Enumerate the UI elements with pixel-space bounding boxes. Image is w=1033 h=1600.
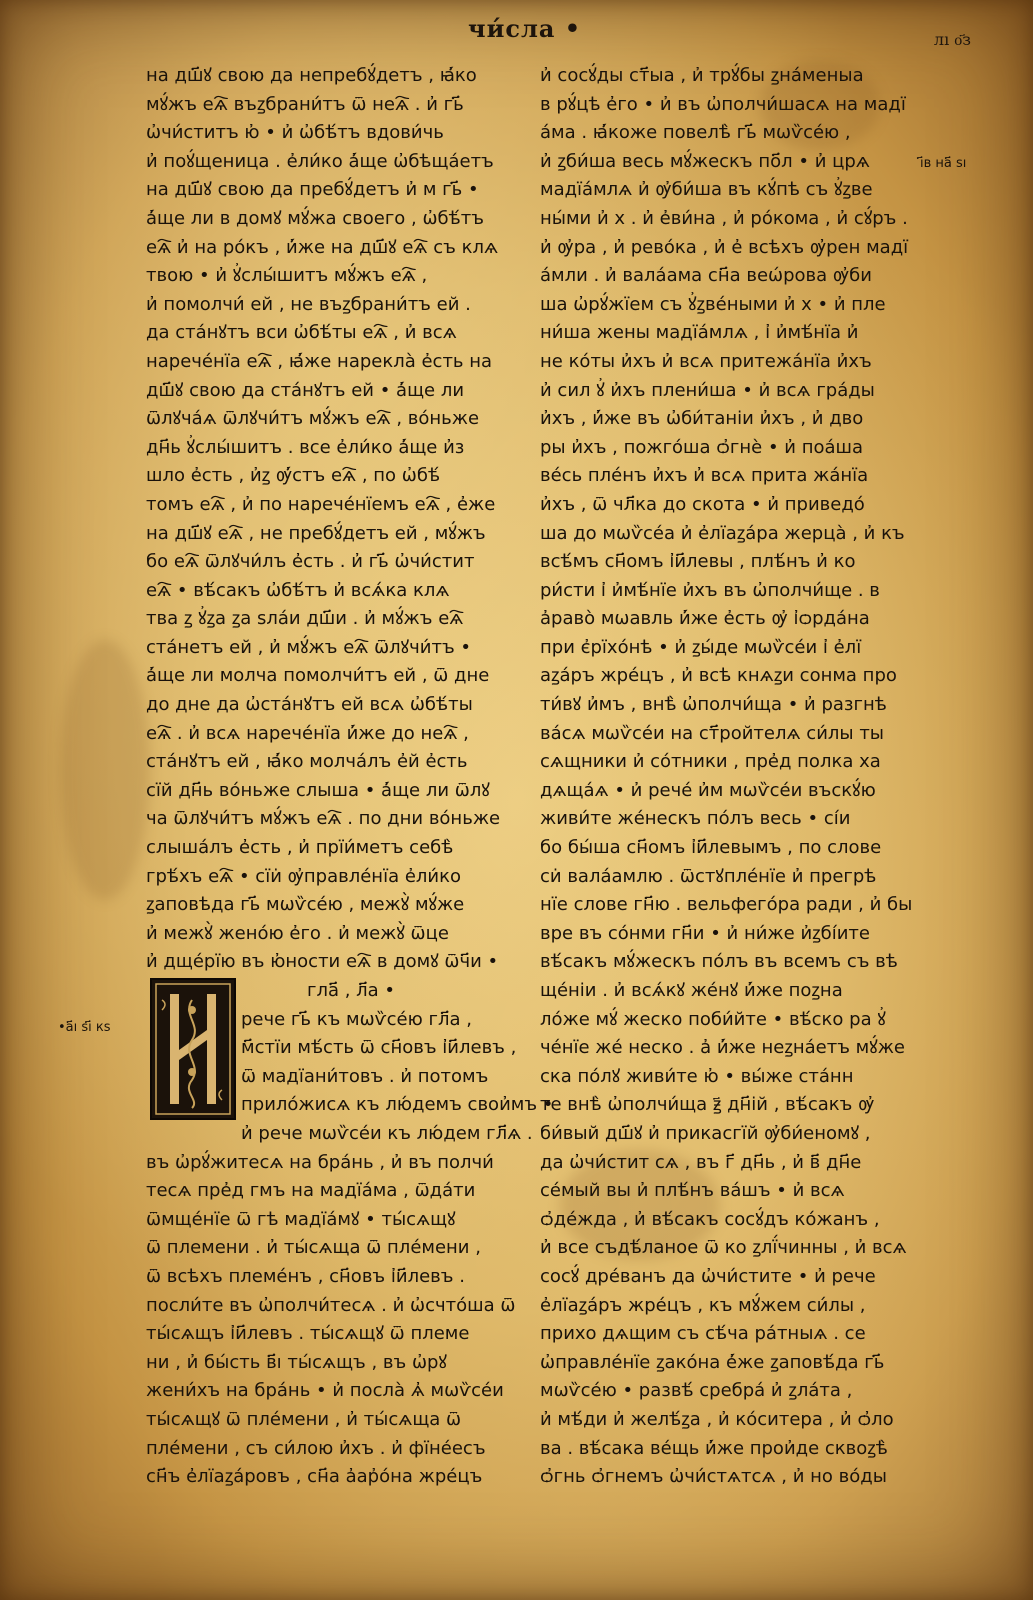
text-line: и҆ ꙁби́ша весь мꙋ́жескъ по҃л • и҆ црѧ — [540, 150, 870, 172]
text-line: ни , и҆ бы́сть в҃ı ты́сѧщъ , въ ѡ҆рꙋ — [146, 1351, 447, 1373]
text-line: че́нїе же́ неско . а҆ и҆́же неꙁна́етъ мꙋ́же — [540, 1037, 905, 1059]
text-line: ло́же мꙋ́ жеско поби́йте • вѣ́ско ра ꙋ҆ — [540, 1008, 886, 1030]
text-line: сосꙋ́ дре́ванъ да ѡ҆чи́стите • и҆ рече — [540, 1265, 876, 1287]
text-line: да ста́нꙋтъ вси ѡ҆бѣ́ты еѧ҇ , и҆ всѧ — [146, 322, 457, 344]
text-line: ты́сѧщꙋ ѿ пле́мени , и҆ ты́сѧща ѿ — [146, 1408, 462, 1430]
text-line: ѻ҆де́жда , и҆ вѣ́сакъ сосꙋ́дъ ко́жанъ , — [540, 1208, 880, 1230]
text-line: ска по́лꙋ живи́те ю҆ • вы́же ста́нн — [540, 1065, 854, 1087]
text-line: те внѣ̀ ѡ҆полчи́ща ꙃ҃ дн҃ій , вѣ́сакъ ѹ҆ — [540, 1094, 875, 1116]
text-line: ѻ҆гнь ѻ҆гнемъ ѡ҆чи́стѧтсѧ , и҆ но во́ды — [540, 1466, 887, 1488]
text-line: ша до мѡѷсе́а и҆ е҆лїаꙁа́ра жерца̀ , и҆ къ — [540, 522, 905, 544]
text-line: и҆ дще́рїю въ ю҆ности еѧ҇ в домꙋ ѿч҃и • — [146, 951, 499, 973]
text-line: пле́мени , съ си́лою и҆хъ . и҆ фїне́есъ — [146, 1437, 486, 1459]
right-column — [540, 62, 925, 1492]
text-line: а́мли . и҆ вала́ама сн҃а веѡ́рова ѹ҆би — [540, 265, 872, 287]
text-line: не ко́ты и҆хъ и҆ всѧ притежа́нїа и҆хъ — [540, 350, 872, 372]
margin-note-left: •а҃ı ѕı҃ кѕ — [58, 1020, 111, 1035]
initial-ornament-icon — [152, 980, 234, 1118]
text-line: еѧ҇ и҆ на ро́къ , и҆́же на дш҃ꙋ еѧ҇ съ клѧ — [146, 236, 499, 258]
decorated-initial-letter — [150, 978, 236, 1120]
paper-stain — [60, 640, 150, 900]
text-line: слыша́лъ е҆сть , и҆ прїи́метъ себѣ̀ — [146, 837, 454, 859]
text-line: и҆ сил ꙋ҆ и҆хъ плени́ша • и҆ всѧ гра́ды — [540, 379, 875, 401]
text-line: ѿ мадїани́товъ . и҆ потомъ — [241, 1065, 489, 1087]
text-line: ты́сѧщъ і҆и҃левъ . ты́сѧщꙋ ѿ племе — [146, 1323, 470, 1345]
text-line: рече гь҃ къ мѡѷсе́ю гл҃а , — [241, 1008, 472, 1030]
text-line: живи́те же́нескъ по́лъ весь • сі́и — [540, 808, 851, 830]
text-line: и҆ рече мѡѷсе́и къ лю́дем гл҃ѧ . — [241, 1122, 533, 1144]
text-line: тесѧ пре҆д гмъ на мадїа́ма , ѿда́ти — [146, 1180, 476, 1202]
text-line: нарече́нїа еѧ҇ , ꙗ҆́же нарекла̀ е҆сть на — [146, 350, 493, 372]
text-line: дѧща́ѧ • и҆ рече́ и҆м мѡѷсе́и въскꙋ́ю — [540, 779, 876, 801]
text-line: ры и҆хъ , пожго́ша ѻ҆гнѐ • и҆ поа́ша — [540, 436, 864, 458]
text-line: а҆́ще ли в домꙋ мꙋ́жа своего , ѡ҆бѣ́тъ — [146, 207, 484, 229]
text-line: мадїа́млѧ и҆ ѹ҆би́ша въ кꙋ́пѣ съ ꙋ҆ꙁве — [540, 179, 873, 201]
text-line: ни́ша жены мадїа́млѧ , і҆ и҆мѣ́нїа и҆ — [540, 322, 859, 344]
text-line: ва . вѣ́сака ве́щь и҆́же прои҆де сквоꙁѣ̀ — [540, 1437, 888, 1459]
text-line: а́ма . ꙗ҆́коже повелѣ̀ гь҃ мѡѷсе́ю , — [540, 122, 851, 144]
left-column-lines-after — [146, 1149, 526, 1492]
text-line: ны́ми и҆ х . и҆ е҆ви́на , и҆ ро́кома , и҆ сꙋ́ръ . — [540, 207, 908, 229]
text-line: ѿ всѣхъ племе́нъ , сн҃овъ і҆и҃левъ . — [146, 1265, 465, 1287]
text-line: ве́сь пле́нъ и҆хъ и҆ всѧ прита жа́нїа — [540, 465, 869, 487]
text-line: мꙋ́жъ еѧ҇ въꙁбрани́тъ ѿ неѧ҇ . и҆ гь҃ — [146, 93, 464, 115]
text-line: прихо дѧщим съ сѣ́ча ра́тныѧ . се — [540, 1323, 866, 1345]
chapter-heading: гла҃ , л҃а • — [306, 980, 396, 1001]
text-line: твою • и҆ ꙋ҆слы́шитъ мꙋ́жъ еѧ҇ , — [146, 265, 428, 287]
folio-number: лı о҃з — [933, 30, 971, 49]
text-line: ще́ніи . и҆ всѧ́кꙋ же́нꙋ и҆́же поꙁна — [540, 980, 843, 1001]
text-line: мѡѷсе́ю • развѣ́ сребра́ и҆ ꙁла́та , — [540, 1380, 853, 1402]
text-line: и҆хъ , и҆́же въ ѡ҆би́таніи и҆хъ , и҆ дво — [540, 408, 864, 430]
text-line: ста́нꙋтъ ей , ꙗ҆́ко молча́лъ е҆й е҆сть — [146, 751, 468, 773]
text-line: сїй дн҃ь во́ньже слыша • а҆́ще ли ѿлꙋ — [146, 779, 490, 801]
text-line: прило́жисѧ къ лю́демъ свои҆мъ • — [241, 1094, 554, 1116]
text-line: и҆хъ , ѿ чл҃ка до скота • и҆ приведо́ — [540, 493, 865, 515]
text-line: ти́вꙋ и҆мъ , внѣ̀ ѡ҆полчи́ща • и҆ разгнѣ — [540, 694, 887, 716]
text-line: и҆ ѹ҆ра , и҆ рево́ка , и҆ е҆ всѣхъ ѹ҆рен мадї — [540, 236, 909, 258]
text-line: ѿ племени . и҆ ты́сѧща ѿ пле́мени , — [146, 1237, 481, 1259]
text-line: а҆раво̀ мѡавль и҆́же е҆сть ѹ҆ і҆ѻрда́на — [540, 608, 870, 630]
text-line: дш҃ꙋ свою да ста́нꙋтъ ей • а҆́ще ли — [146, 379, 465, 401]
text-line: нїе слове гн҃ю . вельфего́ра ради , и҆ бы — [540, 894, 913, 916]
left-column — [146, 62, 554, 1492]
text-line: ва́сѧ мѡѷсе́и на ст҃ройтелѧ си́лы ты — [540, 722, 885, 744]
text-line: ча ѿлꙋчи́тъ мꙋ́жъ еѧ҇ . по дни во́ньже — [146, 808, 501, 830]
text-line: всѣ́мъ сн҃омъ і҆и҃левы , плѣ́нъ и҆ ко — [540, 551, 856, 573]
text-line: ша ѡ҆рꙋ́жїем съ ꙋ҆ꙁве́ными и҆ х • и҆ пле — [540, 293, 886, 315]
running-header: чи́сла • — [468, 14, 582, 43]
text-line: еѧ҇ • вѣ́сакъ ѡ҆бѣ́тъ и҆ всѧ́ка клѧ — [146, 579, 450, 601]
text-line: и҆ поꙋ́щеница . е҆ли́ко а҆́ще ѡ҆бѣща́етъ — [146, 150, 494, 172]
text-line: дн҃ь ꙋ҆слы́шитъ . все е҆ли́ко а҆́ще и҆з — [146, 436, 465, 458]
text-line: си̇ вала́амлю . ѿстꙋпле́нїе и҆ прегрѣ — [540, 865, 877, 887]
text-line: бо бы́ша сн҃омъ і҆и҃левымъ , по слове — [540, 837, 882, 859]
text-line: на дш҃ꙋ свою да пребꙋ́детъ и҆ м гь҃ • — [146, 179, 479, 201]
text-line: посли́те въ ѡ҆полчи́тесѧ . и҆ ѡ҆счто́ша ѿ — [146, 1294, 516, 1316]
text-line: ѿмще́нїе ѿ гѣ мадїа́мꙋ • ты́сѧщꙋ — [146, 1208, 456, 1230]
text-line: аꙁа́ръ жре́цъ , и҆ всѣ кнѧꙁи сонма про — [540, 665, 897, 687]
text-line: до дне да ѡ҆ста́нꙋтъ ей всѧ ѡ҆бѣ́ты — [146, 694, 473, 716]
text-line: и҆ сосꙋ́ды ст҃ыа , и҆ трꙋ́бы ꙁна́меныа — [540, 65, 864, 86]
text-line: и҆ межꙋ̀ жено́ю е҆го . и҆ межꙋ̀ ѿце — [146, 922, 449, 944]
text-line: да ѡ҆чи́стит сѧ , въ г҃ дн҃ь , и҆ в҃ дн҃е — [540, 1151, 862, 1173]
text-line: вре въ со́нми гн҃и • и҆ ни́же и҆ꙁбі́ите — [540, 922, 870, 944]
text-line: томъ еѧ҇ , и҆ по нарече́нїемъ еѧ҇ , е҆же — [146, 493, 496, 515]
text-line: м҃стїи мѣ́сть ѿ сн҃овъ і҆и҃левъ , — [241, 1037, 517, 1059]
text-line: се́мый вы и҆ плѣ́нъ ва́шъ • и҆ всѧ — [540, 1180, 845, 1202]
text-line: ри́сти і҆ и҆мѣ́нїе и҆хъ въ ѡ҆полчи́ще . в — [540, 579, 880, 601]
text-line: сн҃ъ е҆лїаꙁа́ровъ , сн҃а а҆ар҆о́на жре́цъ — [146, 1466, 483, 1488]
text-line: жени́хъ на бра́нь • и҆ посла̀ ѧ҆ мѡѷсе́и — [146, 1380, 504, 1402]
text-line: грѣ́хъ еѧ҇ • сїи̇ ѹ҆правле́нїа е҆ли́ко — [146, 865, 461, 887]
text-line: бо еѧ҇ ѿлꙋчи́лъ е҆сть . и҆ гь҃ ѡ҆чи́стит — [146, 551, 475, 573]
text-line: е҆лїаꙁа́ръ жре́цъ , къ мꙋ́жем си́лы , — [540, 1294, 866, 1316]
text-line: и҆ все съдѣ́ланое ѿ ко ꙁлї́чинны , и҆ всѧ — [540, 1237, 907, 1259]
text-line: ста́нетъ ей , и҆ мꙋ́жъ еѧ҇ ѿлꙋчи́тъ • — [146, 636, 472, 658]
text-line: еѧ҇ . и҆ всѧ нарече́нїа и҆́же до неѧ҇ , — [146, 722, 469, 744]
text-line: в рꙋ́цѣ е҆го • и҆ въ ѡ҆полчи́шасѧ на мадї — [540, 93, 906, 115]
text-line: ѡ҆правле́нїе ꙁако́на е҆́же ꙁаповѣ́да гь҃ — [540, 1351, 885, 1373]
text-line: би́вый дш҃ꙋ и҆ прикасгїй ѹ҆би́еномꙋ , — [540, 1122, 871, 1144]
text-line: въ ѡ҆рꙋ́житесѧ на бра́нь , и҆ въ полчи́ — [146, 1151, 494, 1173]
text-line: тва ꙁ ꙋ҆ꙁа ꙁа ѕла́и дш҃и . и҆ мꙋ́жъ еѧ҇ — [146, 608, 464, 630]
text-line: на дш҃ꙋ еѧ҇ , не пребꙋ́детъ ей , мꙋ́жъ — [146, 522, 486, 544]
text-line: ѡ҆чи́ститъ ю҆ • и҆ ѡ҆бѣ́тъ вдови́чь — [146, 122, 444, 144]
text-line: и҆ мѣ́ди и҆ желѣ́ꙁа , и҆ ко́ситера , и҆ ѻ҆ло — [540, 1408, 894, 1430]
text-line: ѿлꙋча́ѧ ѿлꙋчи́тъ мꙋ́жъ еѧ҇ , во́ньже — [146, 408, 480, 430]
text-line: на дш҃ꙋ свою да непребꙋ́детъ , ꙗ҆́ко — [146, 65, 477, 86]
text-line: и҆ помолчи́ ей , не въꙁбрани́тъ ей . — [146, 293, 471, 315]
text-line: вѣ́сакъ мꙋ́жескъ по́лъ въ всемъ съ вѣ — [540, 951, 898, 973]
text-line: ꙁаповѣда гь҃ мѡѷсе́ю , межꙋ̀ мꙋ́же — [146, 894, 465, 916]
text-line: при є҆рїхо́нѣ • и҆ ꙁы́де мѡѷсе́и і҆ е҆лї — [540, 636, 862, 658]
text-line: а҆́ще ли молча помолчи́тъ ей , ѿ дне — [146, 665, 490, 687]
left-column-lines-before — [146, 62, 526, 977]
text-line: шло е҆сть , и҆ꙁ ѹ҆́стъ еѧ҇ , по ѡ҆бѣ́ — [146, 465, 441, 487]
text-line: сѧщники и҆ со́тники , пре҆д полка ха — [540, 751, 881, 773]
margin-note-right: ı҃в на҃ ѕı — [920, 156, 967, 171]
